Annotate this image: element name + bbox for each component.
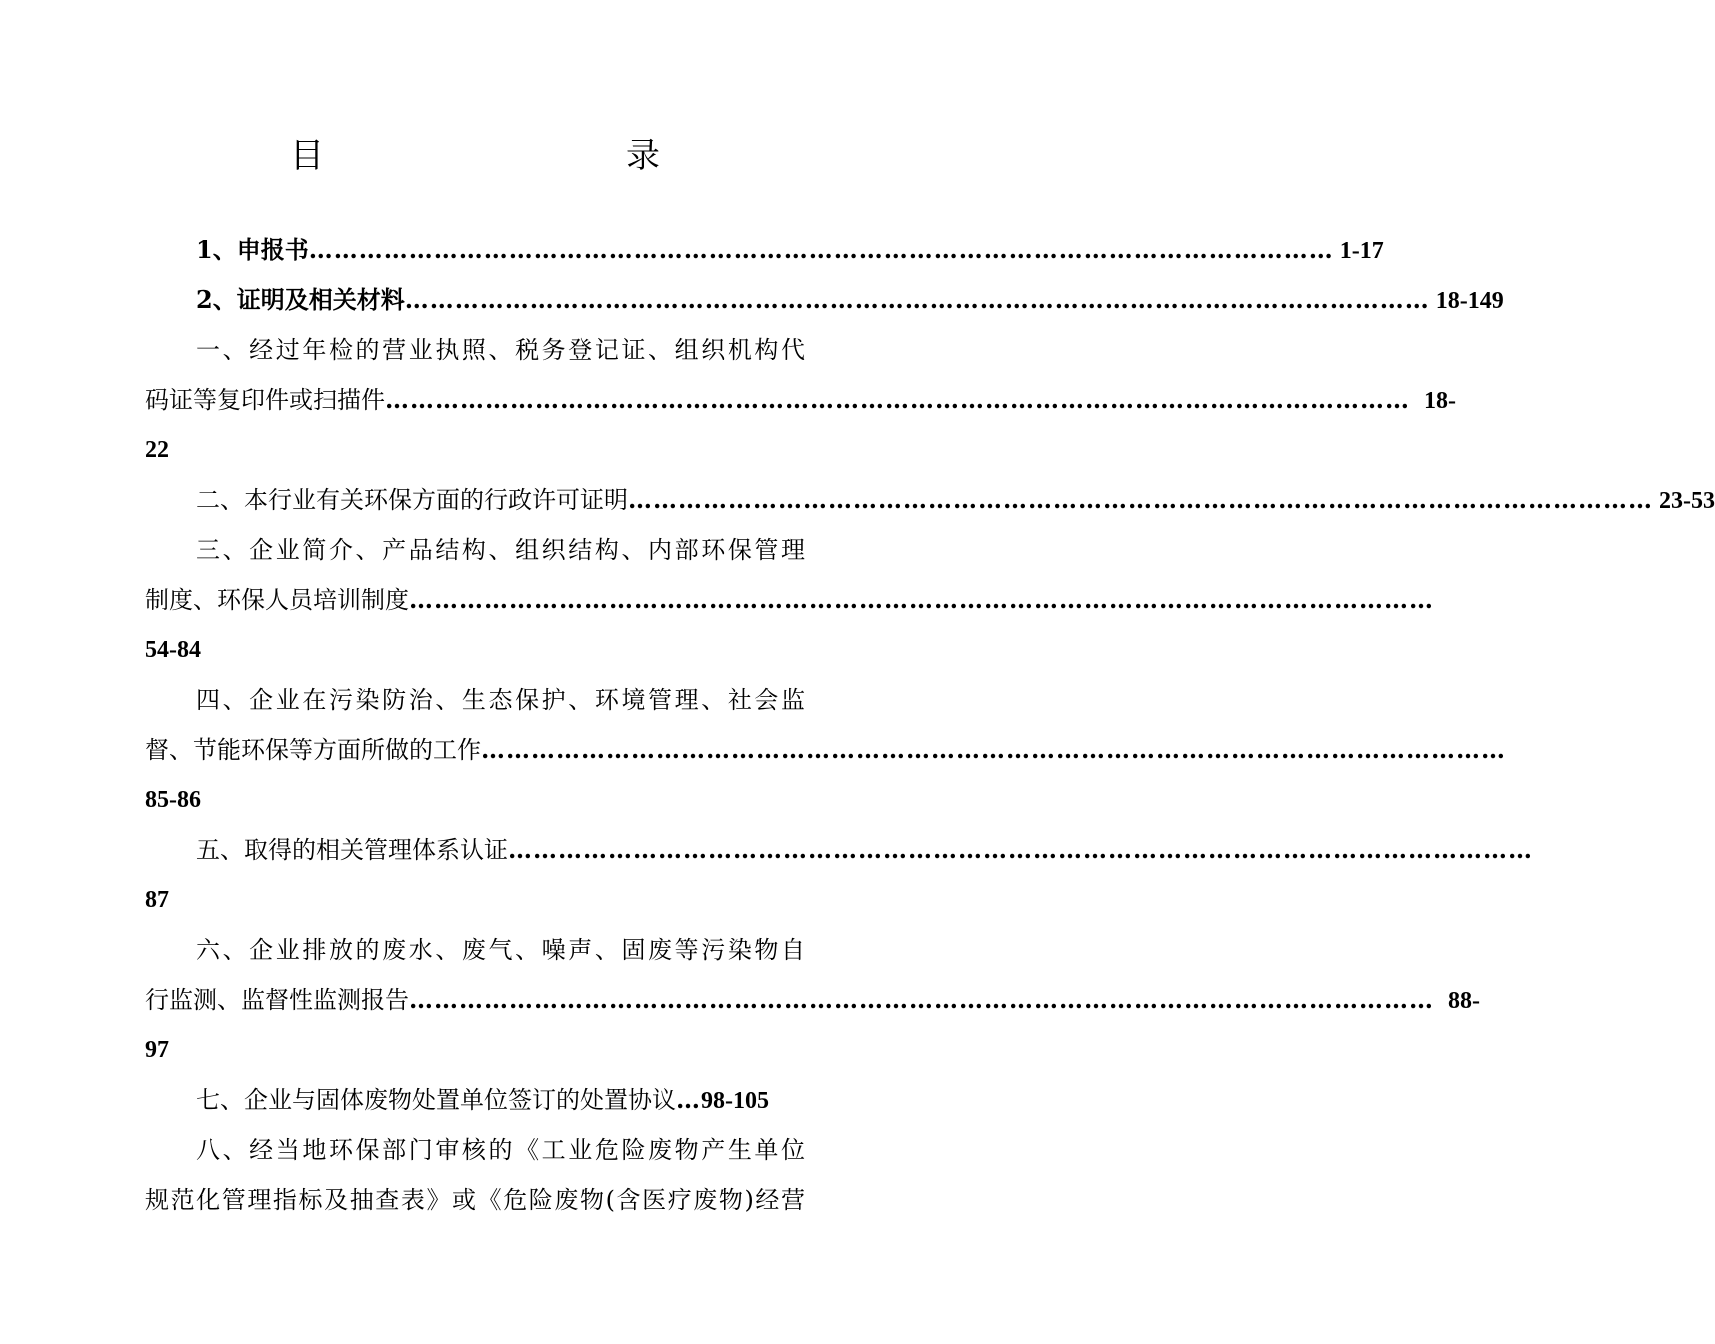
toc-page-range: 97 — [145, 1037, 169, 1063]
toc-entry-text: 二、本行业有关环保方面的行政许可证明 — [196, 486, 628, 514]
page-title: 目 录 — [290, 136, 738, 176]
toc-entry-text: 规范化管理指标及抽查表》或《危险废物(含医疗废物)经营 — [145, 1186, 805, 1214]
toc-entry-8[interactable] — [196, 1075, 805, 1125]
toc-entry-text: 督、节能环保等方面所做的工作 — [145, 736, 481, 764]
toc-entry-2[interactable] — [196, 275, 1504, 325]
dot-leader: …………………………………………………………………………………………………………… — [404, 285, 1430, 314]
toc-page-range: 54-84 — [145, 637, 201, 663]
toc-entry-text: 五、取得的相关管理体系认证 — [196, 836, 508, 864]
toc-entry-text: 四、企业在污染防治、生态保护、环境管理、社会监 — [196, 686, 805, 714]
toc-entry-text: 一、经过年检的营业执照、税务登记证、组织机构代 — [196, 336, 805, 364]
toc-entry-text: 行监测、监督性监测报告 — [145, 986, 409, 1014]
toc-entry-text: 2、证明及相关材料 — [196, 285, 405, 314]
toc-page-range: 88- — [1448, 988, 1480, 1014]
toc-entry-continuation[interactable] — [145, 975, 1480, 1025]
toc-entry-6[interactable] — [196, 825, 1533, 875]
toc-page-range: 22 — [145, 437, 169, 463]
toc-page-range: 87 — [145, 887, 169, 913]
toc-entry-text: 码证等复印件或扫描件 — [145, 386, 385, 414]
dot-leader: …………………………………………………………………………………………………………… — [385, 385, 1410, 414]
dot-leader: …………………………………………………………………………………………………………… — [508, 835, 1533, 864]
toc-entry-continuation[interactable] — [145, 375, 1456, 425]
toc-page-range: 23-53 — [1659, 488, 1715, 514]
toc-entry-text: 三、企业简介、产品结构、组织结构、内部环保管理 — [196, 536, 805, 564]
dot-leader: …………………………………………………………………………………………………………… — [628, 485, 1653, 514]
dot-leader: …………………………………………………………………………………………………………… — [308, 235, 1334, 264]
toc-page-range: 85-86 — [145, 787, 201, 813]
toc-entry-continuation[interactable] — [145, 575, 1434, 625]
toc-page-range: 1-17 — [1339, 238, 1384, 264]
toc-page-range: 18- — [1424, 388, 1456, 414]
toc-entry-text: 六、企业排放的废水、废气、噪声、固废等污染物自 — [196, 936, 805, 964]
dot-leader: … — [676, 1085, 701, 1114]
toc-entry-3[interactable] — [196, 475, 1715, 525]
toc-entry-text: 八、经当地环保部门审核的《工业危险废物产生单位 — [196, 1136, 805, 1164]
toc-entry-1[interactable] — [196, 225, 1384, 275]
dot-leader: …………………………………………………………………………………………………………… — [409, 585, 1434, 614]
toc-page-range: 18-149 — [1435, 288, 1504, 314]
dot-leader: …………………………………………………………………………………………………………… — [409, 985, 1434, 1014]
toc-entry-text: 1、申报书 — [196, 235, 309, 264]
toc-entry-continuation[interactable] — [145, 725, 1506, 775]
toc-entry-text: 制度、环保人员培训制度 — [145, 586, 409, 614]
dot-leader: …………………………………………………………………………………………………………… — [481, 735, 1506, 764]
toc-entry-text: 七、企业与固体废物处置单位签订的处置协议 — [196, 1086, 676, 1114]
toc-page-range: 98-105 — [701, 1088, 769, 1114]
